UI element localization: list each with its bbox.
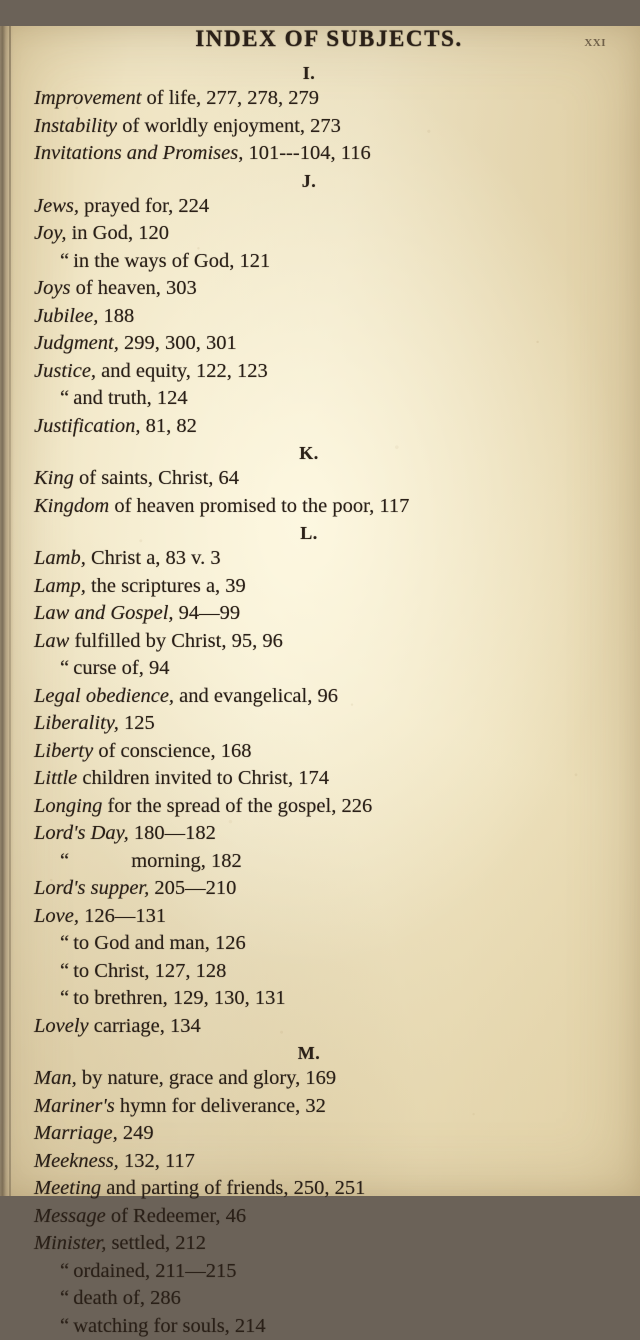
entry-description-and-pages: 132, 117 — [124, 1150, 195, 1172]
entry-headword: Legal obedience, — [34, 685, 174, 707]
entry-headword: Jubilee, — [34, 305, 98, 327]
entry-description-and-pages: watching for souls, 214 — [73, 1315, 265, 1337]
entry-description-and-pages: of conscience, 168 — [98, 740, 251, 762]
scanned-book-page — [0, 26, 640, 1196]
entry-headword: Marriage, — [34, 1122, 118, 1144]
ditto-mark: “ — [60, 387, 68, 409]
index-entry — [34, 765, 614, 793]
entry-headword: Meeting — [34, 1177, 101, 1199]
entry-description-and-pages: children invited to Christ, 174 — [82, 767, 329, 789]
index-entry — [34, 545, 614, 573]
index-entry — [34, 1093, 614, 1121]
entry-description-and-pages: and equity, 122, 123 — [101, 360, 268, 382]
entry-description-and-pages: of heaven, 303 — [76, 277, 197, 299]
folio-page-number: xxi — [584, 33, 606, 51]
index-entry — [34, 385, 614, 413]
index-entry — [34, 413, 614, 441]
entry-headword: Minister, — [34, 1232, 106, 1254]
running-head-row — [34, 26, 614, 60]
entry-description-and-pages: to Christ, 127, 128 — [73, 960, 226, 982]
index-entry — [34, 903, 614, 931]
entry-description-and-pages: 299, 300, 301 — [124, 332, 237, 354]
index-entry — [34, 683, 614, 711]
entry-headword: Man, — [34, 1067, 77, 1089]
entry-description-and-pages: carriage, 134 — [94, 1015, 201, 1037]
index-entry — [34, 465, 614, 493]
index-entry — [34, 1065, 614, 1093]
entry-description-and-pages: of worldly enjoyment, 273 — [122, 115, 341, 137]
index-entry — [34, 848, 614, 876]
entry-headword: Law and Gospel, — [34, 602, 174, 624]
entry-description-and-pages: curse of, 94 — [73, 657, 169, 679]
index-entry — [34, 1013, 614, 1041]
ditto-mark: “ — [60, 960, 68, 982]
entry-description-and-pages: hymn for deliverance, 32 — [120, 1095, 326, 1117]
entry-description-and-pages: 101---104, 116 — [248, 142, 370, 164]
entry-headword: Little — [34, 767, 77, 789]
entry-headword: Justification, — [34, 415, 140, 437]
ditto-mark: “ — [60, 1260, 68, 1282]
entry-description-and-pages: in God, 120 — [72, 222, 169, 244]
letter-section-heading: I. — [34, 63, 614, 84]
index-entry — [34, 193, 614, 221]
index-entry — [34, 113, 614, 141]
entry-headword: Instability — [34, 115, 117, 137]
entry-description-and-pages: in the ways of God, 121 — [73, 250, 270, 272]
entry-headword: Liberality, — [34, 712, 119, 734]
entry-description-and-pages: of saints, Christ, 64 — [79, 467, 239, 489]
letter-section-heading: L. — [34, 523, 614, 544]
entry-description-and-pages: and parting of friends, 250, 251 — [106, 1177, 365, 1199]
index-entry — [34, 1203, 614, 1231]
entry-headword: Justice, — [34, 360, 96, 382]
entry-description-and-pages: 249 — [123, 1122, 154, 1144]
entry-headword: Lamb, — [34, 547, 86, 569]
entry-headword: Love, — [34, 905, 79, 927]
entry-description-and-pages: of Redeemer, 46 — [111, 1205, 246, 1227]
entry-headword: Law — [34, 630, 69, 652]
entry-headword: Lord's Day, — [34, 822, 129, 844]
entry-description-and-pages: of life, 277, 278, 279 — [147, 87, 320, 109]
index-entry — [34, 1258, 614, 1286]
ditto-mark: “ — [60, 1315, 68, 1337]
index-entry — [34, 958, 614, 986]
entry-headword: Lovely — [34, 1015, 89, 1037]
index-entry — [34, 930, 614, 958]
entry-description-and-pages: for the spread of the gospel, 226 — [107, 795, 372, 817]
entry-headword: Kingdom — [34, 495, 109, 517]
index-entry — [34, 220, 614, 248]
letter-section-heading: K. — [34, 443, 614, 464]
entry-description-and-pages: morning, 182 — [131, 850, 241, 872]
index-entry — [34, 330, 614, 358]
entry-description-and-pages: prayed for, 224 — [84, 195, 209, 217]
entry-headword: Liberty — [34, 740, 93, 762]
entry-description-and-pages: 126—131 — [84, 905, 166, 927]
page-content — [0, 26, 640, 1340]
index-entry — [34, 985, 614, 1013]
entry-headword: Lord's supper, — [34, 877, 149, 899]
index-entry — [34, 85, 614, 113]
entry-headword: Judgment, — [34, 332, 119, 354]
entry-description-and-pages: fulfilled by Christ, 95, 96 — [74, 630, 282, 652]
index-entry — [34, 1175, 614, 1203]
entry-headword: Message — [34, 1205, 106, 1227]
letter-section-heading: J. — [34, 171, 614, 192]
entry-description-and-pages: to brethren, 129, 130, 131 — [73, 987, 285, 1009]
entry-headword: Meekness, — [34, 1150, 119, 1172]
index-entry — [34, 493, 614, 521]
index-entry — [34, 710, 614, 738]
index-entry — [34, 793, 614, 821]
index-entry — [34, 1313, 614, 1340]
ditto-mark: “ — [60, 657, 68, 679]
entry-description-and-pages: to God and man, 126 — [73, 932, 246, 954]
ditto-mark: “ — [60, 987, 68, 1009]
index-entry — [34, 628, 614, 656]
entry-description-and-pages: 81, 82 — [146, 415, 197, 437]
ditto-mark: “ — [60, 932, 68, 954]
ditto-mark: “ — [60, 250, 68, 272]
entry-description-and-pages: death of, 286 — [73, 1287, 181, 1309]
entry-description-and-pages: 180—182 — [134, 822, 216, 844]
entry-description-and-pages: 94—99 — [179, 602, 241, 624]
index-entry — [34, 1285, 614, 1313]
index-entry — [34, 573, 614, 601]
entry-description-and-pages: 125 — [124, 712, 155, 734]
entry-headword: Lamp, — [34, 575, 86, 597]
letter-section-heading: M. — [34, 1043, 614, 1064]
index-entry — [34, 820, 614, 848]
index-entry — [34, 875, 614, 903]
index-entry — [34, 655, 614, 683]
entry-headword: Joy, — [34, 222, 66, 244]
entry-description-and-pages: Christ a, 83 v. 3 — [91, 547, 221, 569]
index-entry-list — [34, 63, 614, 1340]
ditto-mark: “ — [60, 1287, 68, 1309]
index-entry — [34, 275, 614, 303]
index-entry — [34, 1120, 614, 1148]
entry-description-and-pages: settled, 212 — [111, 1232, 206, 1254]
index-entry — [34, 358, 614, 386]
entry-description-and-pages: and truth, 124 — [73, 387, 187, 409]
entry-headword: Invitations and Promises, — [34, 142, 243, 164]
entry-description-and-pages: ordained, 211—215 — [73, 1260, 236, 1282]
index-entry — [34, 140, 614, 168]
entry-description-and-pages: and evangelical, 96 — [179, 685, 338, 707]
index-entry — [34, 1148, 614, 1176]
entry-headword: King — [34, 467, 74, 489]
page-title: INDEX OF SUBJECTS. — [34, 26, 614, 52]
entry-description-and-pages: of heaven promised to the poor, 117 — [114, 495, 409, 517]
ditto-mark: “ — [60, 850, 68, 872]
entry-headword: Joys — [34, 277, 70, 299]
entry-description-and-pages: the scriptures a, 39 — [91, 575, 246, 597]
entry-description-and-pages: 205—210 — [154, 877, 236, 899]
entry-headword: Jews, — [34, 195, 79, 217]
entry-description-and-pages: by nature, grace and glory, 169 — [82, 1067, 336, 1089]
entry-headword: Improvement — [34, 87, 141, 109]
index-entry — [34, 1230, 614, 1258]
index-entry — [34, 248, 614, 276]
index-entry — [34, 738, 614, 766]
index-entry — [34, 303, 614, 331]
index-entry — [34, 600, 614, 628]
entry-headword: Longing — [34, 795, 102, 817]
entry-description-and-pages: 188 — [103, 305, 134, 327]
entry-headword: Mariner's — [34, 1095, 115, 1117]
